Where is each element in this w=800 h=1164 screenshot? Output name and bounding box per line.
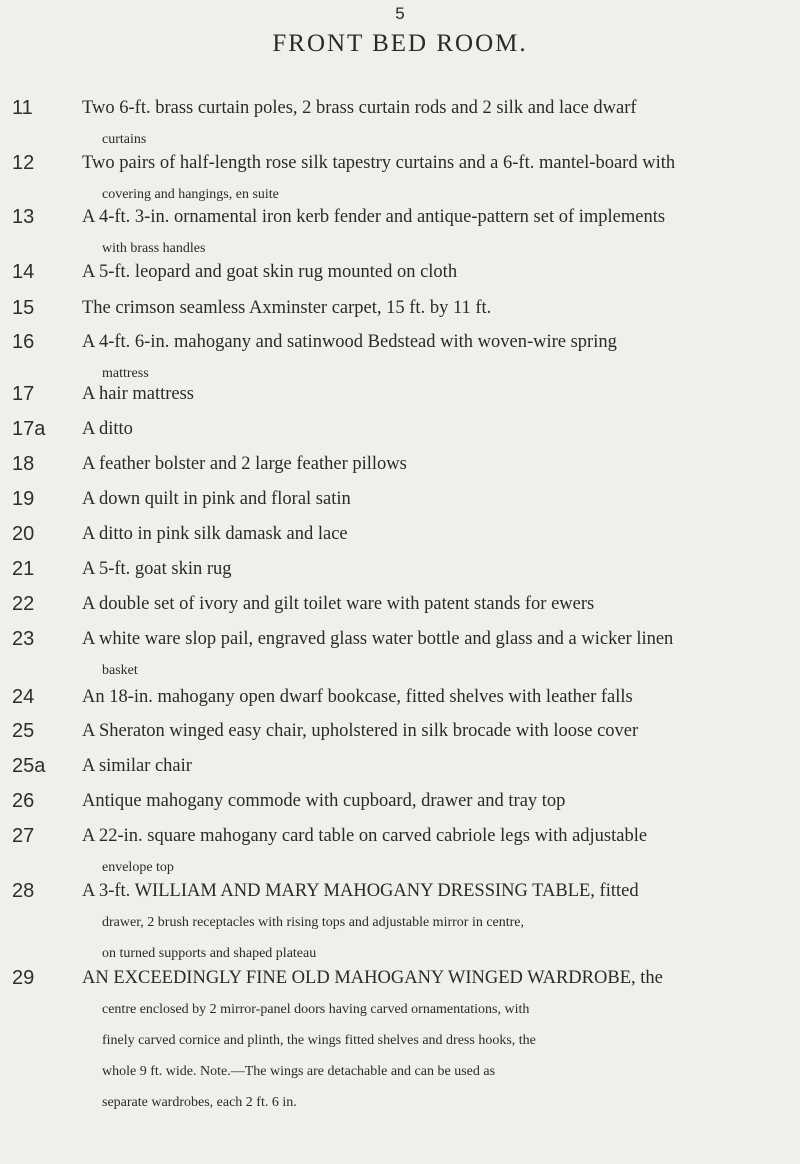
lot-number: 11 xyxy=(12,97,33,119)
lot-description xyxy=(82,257,794,288)
lot-description-line: whole 9 ft. wide. Note.—The wings are detachable and can be used as xyxy=(102,1064,496,1079)
lot-description-line: with brass handles xyxy=(102,241,206,256)
lot-description-line: centre enclosed by 2 mirror-panel doors having carved ornamentations, with xyxy=(102,1002,530,1017)
lot-description-line: A 5-ft. leopard and goat skin rug mounted on cloth xyxy=(82,262,458,282)
lot-description-line: A ditto in pink silk damask and lace xyxy=(82,524,348,544)
lot-description xyxy=(82,93,794,155)
lot-description xyxy=(82,519,794,550)
lot-description xyxy=(82,751,794,782)
lot-description-line: separate wardrobes, each 2 ft. 6 in. xyxy=(102,1095,297,1110)
lot-description xyxy=(82,682,794,713)
lot-description xyxy=(82,963,794,1118)
lot-number: 20 xyxy=(12,523,35,545)
lot-description-line: AN EXCEEDINGLY FINE OLD MAHOGANY WINGED WARDROBE, the xyxy=(82,968,663,988)
lot-description xyxy=(82,821,794,883)
lot-number: 23 xyxy=(12,628,35,650)
lot-number: 17a xyxy=(12,418,46,440)
lot-number: 13 xyxy=(12,206,35,228)
section-title: FRONT BED ROOM. xyxy=(272,30,528,57)
lot-description-line: A ditto xyxy=(82,419,133,439)
lot-description-line: A double set of ivory and gilt toilet ware with patent stands for ewers xyxy=(82,594,595,614)
lot-description xyxy=(82,554,794,585)
lot-description-line: basket xyxy=(102,663,138,678)
lot-number: 25 xyxy=(12,720,35,742)
lot-description xyxy=(82,449,794,480)
lot-number: 19 xyxy=(12,488,35,510)
lot-number: 29 xyxy=(12,967,35,989)
lot-description xyxy=(82,379,794,410)
lot-number: 26 xyxy=(12,790,35,812)
lot-description-line: on turned supports and shaped plateau xyxy=(102,946,317,961)
lot-number: 14 xyxy=(12,261,35,283)
lot-description-line: A 3-ft. WILLIAM AND MARY MAHOGANY DRESSING TABLE, fitted xyxy=(82,881,639,901)
lot-description-line: envelope top xyxy=(102,860,174,875)
lot-number: 27 xyxy=(12,825,35,847)
lot-description xyxy=(82,414,794,445)
lot-description xyxy=(82,589,794,620)
lot-description-line: A hair mattress xyxy=(82,384,195,404)
lot-description-line: A down quilt in pink and floral satin xyxy=(82,489,351,509)
lot-number: 25a xyxy=(12,755,46,777)
lot-description-line: A feather bolster and 2 large feather pillows xyxy=(82,454,407,474)
lot-description-line: A white ware slop pail, engraved glass water bottle and glass and a wicker linen xyxy=(82,629,674,649)
lot-description-line: A 4-ft. 6-in. mahogany and satinwood Bedstead with woven-wire spring xyxy=(82,332,617,352)
lot-number: 24 xyxy=(12,686,35,708)
page-number: 5 xyxy=(395,4,405,23)
lot-description xyxy=(82,786,794,817)
lot-number: 21 xyxy=(12,558,35,580)
lot-description-line: mattress xyxy=(102,366,149,381)
lot-description xyxy=(82,624,794,686)
lot-description xyxy=(82,484,794,515)
lot-description-line: A similar chair xyxy=(82,756,192,776)
lot-number: 12 xyxy=(12,152,35,174)
lot-description-line: The crimson seamless Axminster carpet, 15 ft. by 11 ft. xyxy=(82,298,492,318)
lot-description xyxy=(82,876,794,969)
lot-description-line: A 4-ft. 3-in. ornamental iron kerb fender and antique-pattern set of implements xyxy=(82,207,666,227)
lot-description xyxy=(82,293,794,324)
lot-description-line: drawer, 2 brush receptacles with rising tops and adjustable mirror in centre, xyxy=(102,915,525,930)
lot-number: 15 xyxy=(12,297,35,319)
lot-description-line: curtains xyxy=(102,132,147,147)
lot-description-line: Two pairs of half-length rose silk tapestry curtains and a 6-ft. mantel-board with xyxy=(82,153,676,173)
lot-number: 16 xyxy=(12,331,35,353)
lot-description-line: Two 6-ft. brass curtain poles, 2 brass curtain rods and 2 silk and lace dwarf xyxy=(82,98,637,118)
lot-description-line: Antique mahogany commode with cupboard, drawer and tray top xyxy=(82,791,566,811)
lot-description-line: A Sheraton winged easy chair, upholstered in silk brocade with loose cover xyxy=(82,721,639,741)
lot-description xyxy=(82,148,794,210)
lot-description-line: A 5-ft. goat skin rug xyxy=(82,559,232,579)
lot-description-line: An 18-in. mahogany open dwarf bookcase, fitted shelves with leather falls xyxy=(82,687,633,707)
lot-number: 17 xyxy=(12,383,35,405)
lot-number: 18 xyxy=(12,453,35,475)
lot-description-line: A 22-in. square mahogany card table on carved cabriole legs with adjustable xyxy=(82,826,648,846)
lot-number: 28 xyxy=(12,880,35,902)
lot-description xyxy=(82,716,794,747)
lot-description-line: finely carved cornice and plinth, the wings fitted shelves and dress hooks, the xyxy=(102,1033,536,1048)
lot-number: 22 xyxy=(12,593,35,615)
lot-description-line: covering and hangings, en suite xyxy=(102,187,279,202)
lot-description xyxy=(82,202,794,264)
